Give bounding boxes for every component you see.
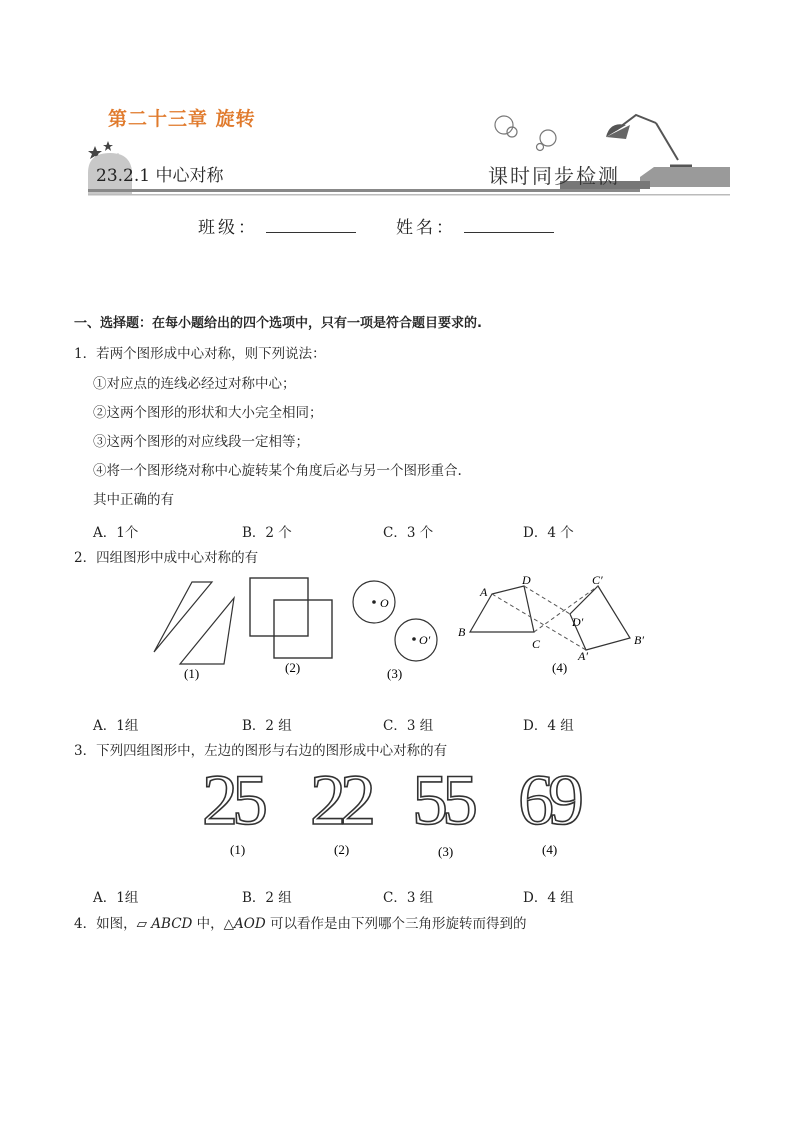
q2-option-a[interactable]: A．1组	[93, 718, 139, 734]
triangle-icon: △	[223, 916, 235, 932]
q2-label-d-prime: D′	[572, 615, 584, 629]
q1-option-b[interactable]: B．2 个	[242, 525, 292, 541]
class-label: 班级：	[198, 218, 258, 238]
q4-stem-mid: 中，	[192, 916, 224, 932]
name-label: 姓名：	[396, 218, 456, 238]
q2-figure-2	[250, 578, 332, 658]
q2-point-o	[372, 600, 376, 604]
q3-option-d[interactable]: D．4 组	[523, 890, 574, 906]
q3-option-a[interactable]: A．1组	[93, 890, 139, 906]
q2-figures	[140, 572, 660, 687]
q1-item-3: ③这两个图形的对应线段一定相等；	[93, 434, 309, 450]
part1-heading: 一、选择题：在每小题给出的四个选项中，只有一项是符合题目要求的.	[74, 316, 482, 331]
q2-label-b-prime: B′	[634, 633, 644, 647]
section-title: 23.2.1 中心对称	[96, 166, 224, 186]
q3-caption-2: (2)	[334, 842, 350, 857]
q1-ask: 其中正确的有	[93, 492, 174, 508]
q2-caption-1: (1)	[184, 666, 200, 681]
banner-thin-line	[88, 194, 730, 196]
q1-stem: 1．若两个图形成中心对称，则下列说法：	[74, 346, 326, 362]
q2-option-d[interactable]: D．4 组	[523, 718, 574, 734]
q4-parallelogram-name: ABCD	[151, 916, 193, 932]
q1-item-4: ④将一个图形绕对称中心旋转某个角度后必与另一个图形重合.	[93, 463, 462, 479]
name-field[interactable]	[396, 213, 554, 238]
parallelogram-icon: ▱	[136, 916, 147, 932]
q2-label-o-prime: O′	[419, 633, 431, 647]
bubble-decoration	[495, 116, 556, 151]
q1-item-1: ①对应点的连线必经过对称中心；	[93, 376, 296, 392]
q2-label-a-prime: A′	[578, 649, 588, 663]
q2-label-o: O	[380, 596, 389, 610]
q2-figure-1	[154, 582, 234, 664]
q2-caption-4: (4)	[552, 660, 568, 675]
q2-label-a: A	[480, 585, 488, 599]
q2-label-b: B	[458, 625, 466, 639]
q1-item-2: ②这两个图形的形状和大小完全相同；	[93, 405, 323, 421]
q2-option-b[interactable]: B．2 组	[242, 718, 292, 734]
q2-point-o-prime	[412, 637, 416, 641]
header-banner	[80, 105, 730, 205]
q1-option-c[interactable]: C．3 个	[383, 525, 434, 541]
brand-text: 课时同步检测	[488, 164, 620, 188]
q3-digits-3: 55	[412, 768, 472, 840]
q2-label-d: D	[522, 573, 531, 587]
q3-figures	[200, 768, 600, 864]
q3-digits-2: 22	[310, 768, 370, 840]
q2-label-c-prime: C′	[592, 573, 603, 587]
q3-option-c[interactable]: C．3 组	[383, 890, 434, 906]
q2-stem: 2．四组图形中成中心对称的有	[74, 550, 259, 566]
name-blank[interactable]	[464, 216, 554, 233]
banner-underline	[88, 189, 640, 192]
chapter-title: 第二十三章 旋转	[108, 108, 256, 130]
q3-caption-4: (4)	[542, 842, 558, 857]
q4-stem-prefix: 4．如图，	[74, 916, 137, 932]
q2-caption-3: (3)	[387, 666, 403, 681]
q2-label-c: C	[532, 637, 541, 651]
q4-stem	[74, 916, 526, 932]
q1-option-d[interactable]: D．4 个	[523, 525, 574, 541]
q3-option-b[interactable]: B．2 组	[242, 890, 292, 906]
q2-caption-2: (2)	[285, 660, 301, 675]
q3-caption-3: (3)	[438, 844, 454, 859]
q3-digits-1: 25	[202, 768, 262, 840]
class-field[interactable]	[198, 213, 356, 238]
q2-option-c[interactable]: C．3 组	[383, 718, 434, 734]
q1-option-a[interactable]: A．1个	[93, 525, 139, 541]
class-blank[interactable]	[266, 216, 356, 233]
q4-triangle-name: AOD	[234, 916, 266, 932]
q3-digits-4: 69	[518, 768, 578, 840]
q3-stem: 3．下列四组图形中，左边的图形与右边的图形成中心对称的有	[74, 743, 448, 759]
banner-step	[640, 167, 730, 187]
q3-caption-1: (1)	[230, 842, 246, 857]
q2-figure-3	[353, 581, 437, 661]
q4-stem-suffix: 可以看作是由下列哪个三角形旋转而得到的	[265, 916, 527, 932]
